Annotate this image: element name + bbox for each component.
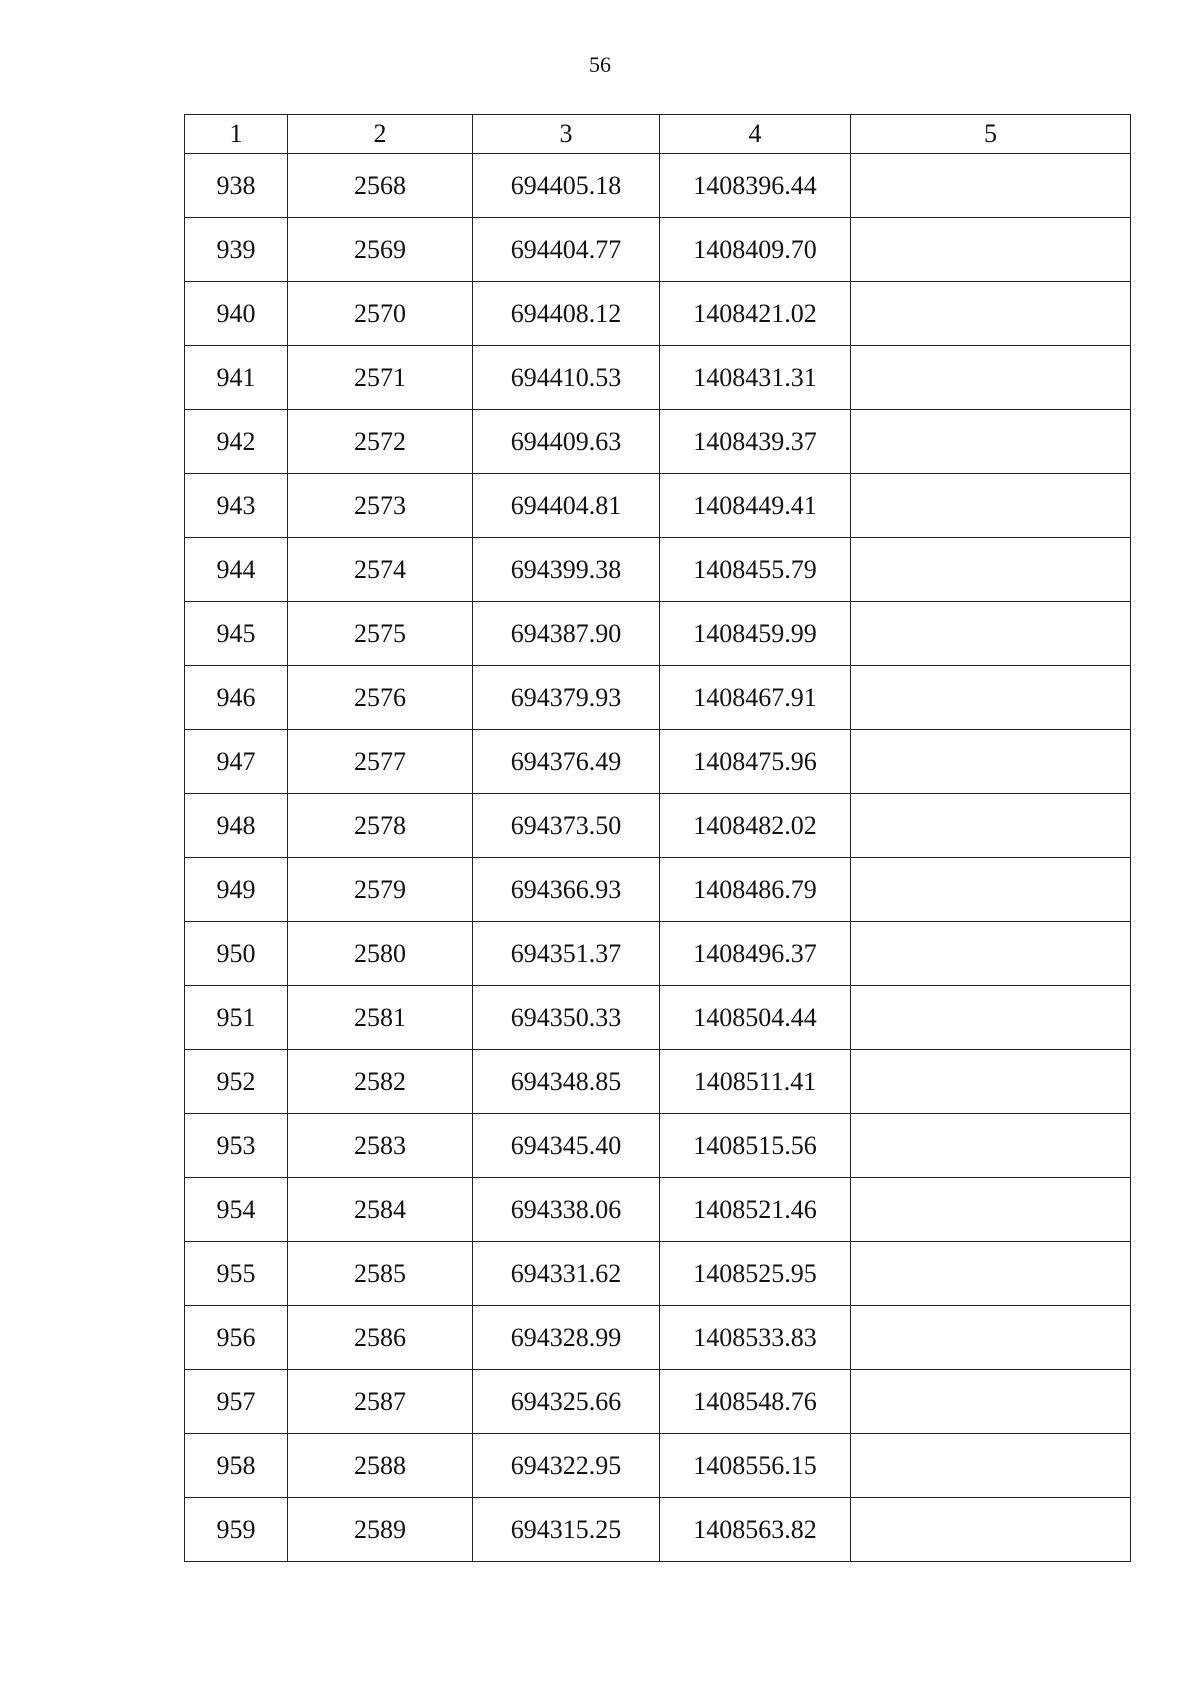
table-cell: 1408459.99 (660, 602, 851, 666)
column-header: 1 (185, 115, 288, 154)
table-cell: 694315.25 (473, 1498, 660, 1562)
table-cell: 2579 (288, 858, 473, 922)
table-cell: 942 (185, 410, 288, 474)
table-cell: 2577 (288, 730, 473, 794)
table-cell (851, 282, 1131, 346)
table-cell: 1408525.95 (660, 1242, 851, 1306)
table-cell (851, 474, 1131, 538)
table-cell: 939 (185, 218, 288, 282)
table-cell: 694404.81 (473, 474, 660, 538)
table-cell: 948 (185, 794, 288, 858)
table-cell: 953 (185, 1114, 288, 1178)
table-cell (851, 666, 1131, 730)
table-row (185, 602, 1131, 666)
table-cell: 1408467.91 (660, 666, 851, 730)
table-cell: 959 (185, 1498, 288, 1562)
table-cell: 2575 (288, 602, 473, 666)
table-cell (851, 538, 1131, 602)
table-cell (851, 1498, 1131, 1562)
table-row (185, 1498, 1131, 1562)
table-cell: 694409.63 (473, 410, 660, 474)
table-cell: 1408556.15 (660, 1434, 851, 1498)
table-row (185, 474, 1131, 538)
header-row (185, 115, 1131, 154)
table-body (185, 154, 1131, 1562)
column-header: 4 (660, 115, 851, 154)
table-row (185, 1306, 1131, 1370)
table-cell: 2587 (288, 1370, 473, 1434)
table-cell: 1408431.31 (660, 346, 851, 410)
table-cell: 1408421.02 (660, 282, 851, 346)
table-row (185, 410, 1131, 474)
table-cell: 694387.90 (473, 602, 660, 666)
table-cell: 694366.93 (473, 858, 660, 922)
table-row (185, 154, 1131, 218)
column-header: 2 (288, 115, 473, 154)
table-cell: 2585 (288, 1242, 473, 1306)
table-row (185, 282, 1131, 346)
table-cell (851, 858, 1131, 922)
table-row (185, 1434, 1131, 1498)
table-cell (851, 1178, 1131, 1242)
table-cell (851, 602, 1131, 666)
table-cell: 694405.18 (473, 154, 660, 218)
table-cell (851, 1050, 1131, 1114)
table-cell: 2576 (288, 666, 473, 730)
column-header: 3 (473, 115, 660, 154)
table-cell: 2578 (288, 794, 473, 858)
table-cell (851, 410, 1131, 474)
table-cell: 1408449.41 (660, 474, 851, 538)
table-cell: 2588 (288, 1434, 473, 1498)
table-cell: 949 (185, 858, 288, 922)
table-cell: 1408504.44 (660, 986, 851, 1050)
table-cell: 2584 (288, 1178, 473, 1242)
table-cell: 1408496.37 (660, 922, 851, 986)
table-cell: 694404.77 (473, 218, 660, 282)
table-cell (851, 730, 1131, 794)
table-cell: 1408475.96 (660, 730, 851, 794)
table-cell (851, 1434, 1131, 1498)
table-cell: 694408.12 (473, 282, 660, 346)
table-cell (851, 986, 1131, 1050)
table-row (185, 986, 1131, 1050)
table-row (185, 858, 1131, 922)
table-cell: 1408548.76 (660, 1370, 851, 1434)
table-cell (851, 218, 1131, 282)
table-cell: 2570 (288, 282, 473, 346)
table-row (185, 666, 1131, 730)
table-cell: 1408511.41 (660, 1050, 851, 1114)
table-cell: 1408482.02 (660, 794, 851, 858)
table-cell: 2572 (288, 410, 473, 474)
table-cell: 2568 (288, 154, 473, 218)
table-cell: 958 (185, 1434, 288, 1498)
table-row (185, 730, 1131, 794)
table-cell: 2574 (288, 538, 473, 602)
table-cell (851, 794, 1131, 858)
table-cell: 1408396.44 (660, 154, 851, 218)
table-cell (851, 1370, 1131, 1434)
table-cell: 694322.95 (473, 1434, 660, 1498)
table-row (185, 794, 1131, 858)
table-row (185, 538, 1131, 602)
table-cell: 1408515.56 (660, 1114, 851, 1178)
table-cell (851, 346, 1131, 410)
coordinates-table (184, 114, 1131, 1562)
table-cell: 694325.66 (473, 1370, 660, 1434)
table-cell: 941 (185, 346, 288, 410)
table-cell (851, 922, 1131, 986)
table-cell: 943 (185, 474, 288, 538)
table-row (185, 346, 1131, 410)
table-cell: 694376.49 (473, 730, 660, 794)
table-cell: 950 (185, 922, 288, 986)
table-cell: 2586 (288, 1306, 473, 1370)
table-row (185, 1178, 1131, 1242)
table-cell: 1408455.79 (660, 538, 851, 602)
table-cell: 694328.99 (473, 1306, 660, 1370)
table-cell: 1408563.82 (660, 1498, 851, 1562)
table-cell: 694350.33 (473, 986, 660, 1050)
table-cell: 952 (185, 1050, 288, 1114)
table-cell: 1408409.70 (660, 218, 851, 282)
table-cell: 1408486.79 (660, 858, 851, 922)
table-cell: 2589 (288, 1498, 473, 1562)
table-cell: 694351.37 (473, 922, 660, 986)
table-cell: 694379.93 (473, 666, 660, 730)
table-cell: 1408439.37 (660, 410, 851, 474)
table-cell: 2573 (288, 474, 473, 538)
table-cell: 957 (185, 1370, 288, 1434)
table-cell: 956 (185, 1306, 288, 1370)
table-row (185, 218, 1131, 282)
table-cell: 946 (185, 666, 288, 730)
table-cell: 947 (185, 730, 288, 794)
table-cell: 955 (185, 1242, 288, 1306)
table-cell (851, 154, 1131, 218)
table-cell: 2580 (288, 922, 473, 986)
table-cell (851, 1242, 1131, 1306)
table-cell (851, 1306, 1131, 1370)
table-cell: 940 (185, 282, 288, 346)
table-cell: 694345.40 (473, 1114, 660, 1178)
table-cell: 1408521.46 (660, 1178, 851, 1242)
table-cell (851, 1114, 1131, 1178)
table-cell: 938 (185, 154, 288, 218)
table-cell: 945 (185, 602, 288, 666)
table-cell: 2581 (288, 986, 473, 1050)
table-cell: 1408533.83 (660, 1306, 851, 1370)
table-cell: 694399.38 (473, 538, 660, 602)
table-cell: 951 (185, 986, 288, 1050)
table-cell: 2582 (288, 1050, 473, 1114)
table-cell: 2569 (288, 218, 473, 282)
table-cell: 694410.53 (473, 346, 660, 410)
page-number: 56 (589, 52, 611, 77)
table-cell: 694373.50 (473, 794, 660, 858)
table-cell: 944 (185, 538, 288, 602)
table-row (185, 1050, 1131, 1114)
table-row (185, 1370, 1131, 1434)
table-row (185, 1242, 1131, 1306)
table-cell: 2583 (288, 1114, 473, 1178)
table-cell: 694331.62 (473, 1242, 660, 1306)
table-cell: 694348.85 (473, 1050, 660, 1114)
table-cell: 954 (185, 1178, 288, 1242)
table-cell: 2571 (288, 346, 473, 410)
table-cell: 694338.06 (473, 1178, 660, 1242)
column-header: 5 (851, 115, 1131, 154)
table-header (185, 115, 1131, 154)
table-row (185, 1114, 1131, 1178)
table-row (185, 922, 1131, 986)
